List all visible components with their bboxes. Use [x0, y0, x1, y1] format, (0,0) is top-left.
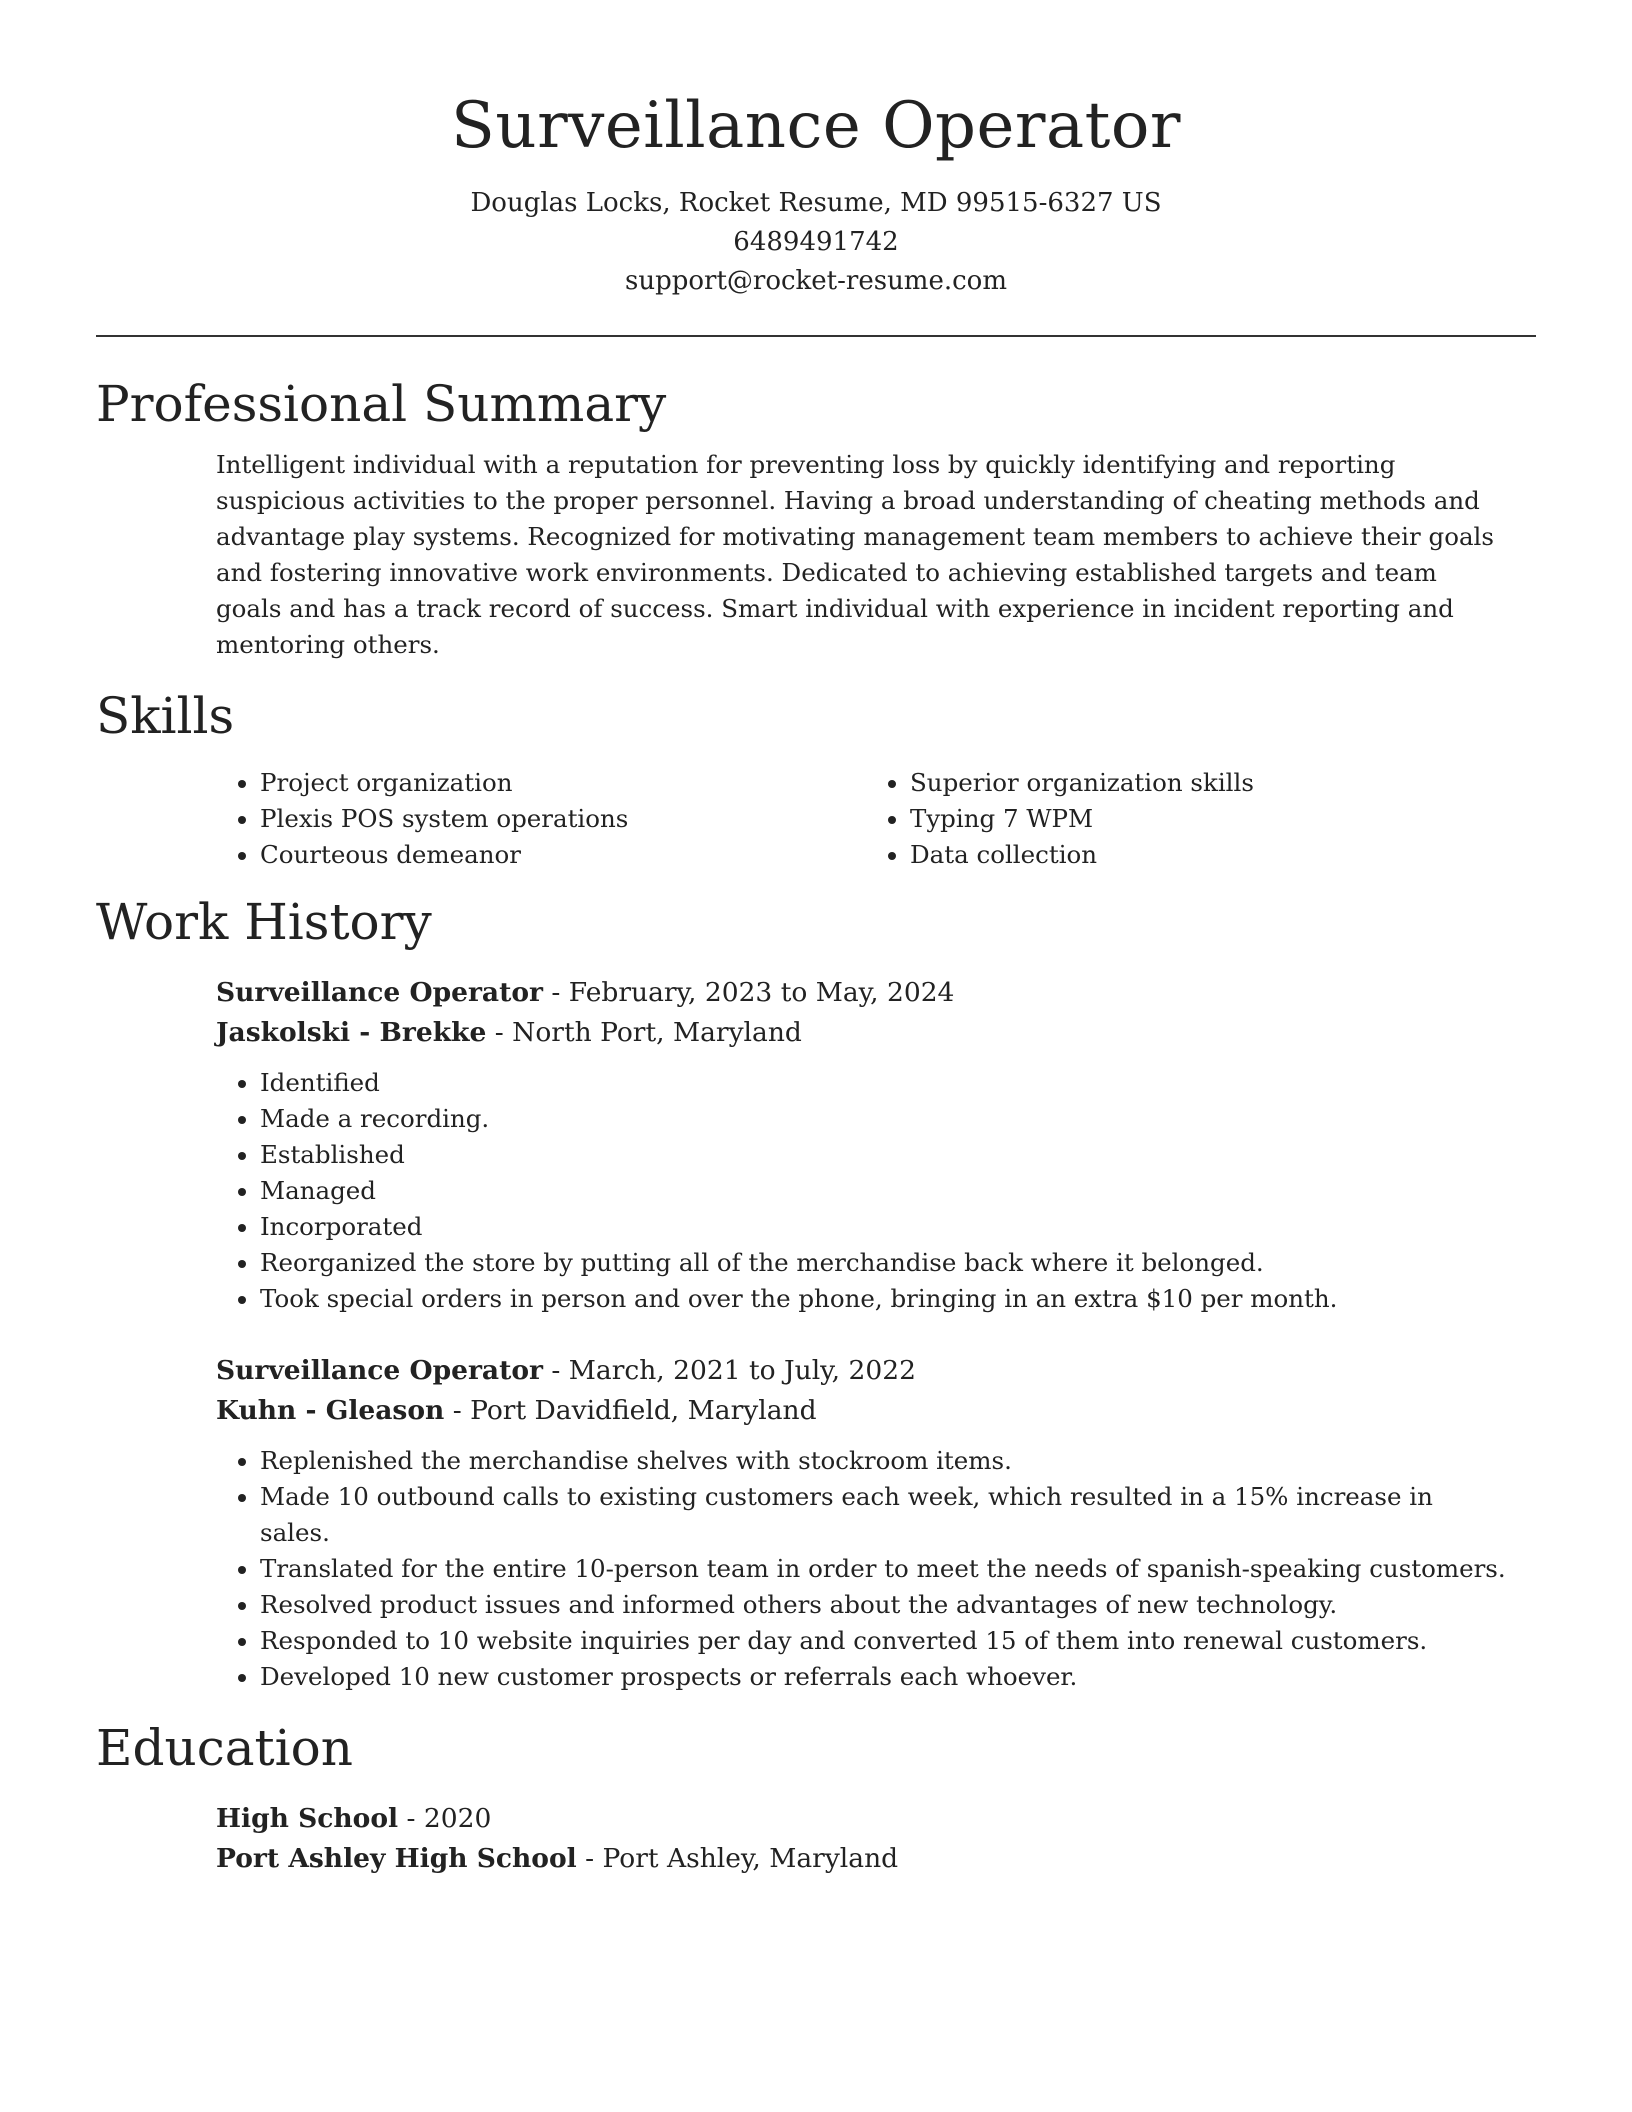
- job-bullet: • Managed: [260, 1173, 1506, 1209]
- skills-section: [96, 685, 1536, 873]
- job-bullet: • Resolved product issues and informed others about the advantages of new technology.: [260, 1587, 1506, 1623]
- address-line: Douglas Locks, Rocket Resume, MD 99515-6327 US: [470, 188, 1162, 218]
- job-bullet: • Responded to 10 website inquiries per day and converted 15 of them into renewal customers.: [260, 1623, 1506, 1659]
- skills-list-left: [216, 765, 866, 873]
- job-company-line: [216, 1013, 1506, 1053]
- job-location: - Port Davidfield, Maryland: [444, 1395, 817, 1426]
- job-company: Kuhn - Gleason: [216, 1395, 445, 1426]
- education-section: [96, 1717, 1536, 1879]
- skills-grid: [216, 765, 1506, 873]
- work-history-heading: Work History: [96, 893, 432, 951]
- school-name: Port Ashley High School: [216, 1843, 577, 1874]
- job-bullets: [216, 1443, 1506, 1695]
- graduation-year: - 2020: [398, 1803, 492, 1834]
- summary-section: [96, 373, 1536, 663]
- job-bullet: • Translated for the entire 10-person team in order to meet the needs of spanish-speaking customers.: [260, 1551, 1506, 1587]
- job-entry: [216, 973, 1506, 1317]
- job-title: Surveillance Operator: [216, 1355, 543, 1386]
- skills-heading: Skills: [96, 687, 235, 745]
- work-history-section: [96, 891, 1536, 1695]
- phone-number: 6489491742: [733, 227, 899, 257]
- skill-item: • Superior organization skills: [910, 765, 1506, 801]
- skills-list-right: [866, 765, 1506, 873]
- education-entry: [216, 1799, 1506, 1879]
- skill-item: • Typing 7 WPM: [910, 801, 1506, 837]
- school-line: [216, 1839, 1506, 1879]
- skill-item: • Data collection: [910, 837, 1506, 873]
- job-bullet: • Made a recording.: [260, 1101, 1506, 1137]
- job-bullets: [216, 1065, 1506, 1317]
- job-location: - North Port, Maryland: [486, 1017, 802, 1048]
- job-bullet: • Replenished the merchandise shelves with stockroom items.: [260, 1443, 1506, 1479]
- job-title: Surveillance Operator: [216, 977, 543, 1008]
- job-bullet: • Took special orders in person and over the phone, bringing in an extra $10 per month.: [260, 1281, 1506, 1317]
- job-company: Jaskolski - Brekke: [216, 1017, 487, 1048]
- school-location: - Port Ashley, Maryland: [576, 1843, 899, 1874]
- degree: High School: [216, 1803, 399, 1834]
- job-bullet: • Established: [260, 1137, 1506, 1173]
- job-bullet: • Identified: [260, 1065, 1506, 1101]
- job-dates: - March, 2021 to July, 2022: [542, 1355, 916, 1386]
- summary-heading: Professional Summary: [96, 375, 667, 433]
- contact-info: [96, 184, 1536, 301]
- email-address: support@rocket-resume.com: [624, 266, 1007, 296]
- job-company-line: [216, 1391, 1506, 1431]
- skill-item: • Plexis POS system operations: [260, 801, 866, 837]
- job-dates: - February, 2023 to May, 2024: [542, 977, 955, 1008]
- summary-text: Intelligent individual with a reputation for preventing loss by quickly identifying and reporting suspicious activities to the proper personnel. Having a broad understanding of cheating methods and advantage play systems. Recognized for motivating management team members to achieve their goals and fostering innovative work environments. Dedicated to achieving established targets and team goals and has a track record of success. Smart individual with experience in incident reporting and mentoring others.: [216, 450, 1494, 659]
- job-bullet: • Developed 10 new customer prospects or referrals each whoever.: [260, 1659, 1506, 1695]
- skill-item: • Project organization: [260, 765, 866, 801]
- skill-item: • Courteous demeanor: [260, 837, 866, 873]
- education-heading: Education: [96, 1719, 353, 1777]
- candidate-name: Surveillance Operator: [451, 89, 1181, 163]
- job-bullet: • Reorganized the store by putting all of the merchandise back where it belonged.: [260, 1245, 1506, 1281]
- degree-line: [216, 1799, 1506, 1839]
- job-title-line: [216, 1351, 1506, 1391]
- resume-page: [96, 0, 1536, 1879]
- job-title-line: [216, 973, 1506, 1013]
- job-bullet: • Incorporated: [260, 1209, 1506, 1245]
- job-bullet: • Made 10 outbound calls to existing customers each week, which resulted in a 15% increase in sales.: [260, 1479, 1506, 1551]
- header-divider: [96, 335, 1536, 337]
- resume-header: [96, 0, 1536, 337]
- job-entry: [216, 1351, 1506, 1695]
